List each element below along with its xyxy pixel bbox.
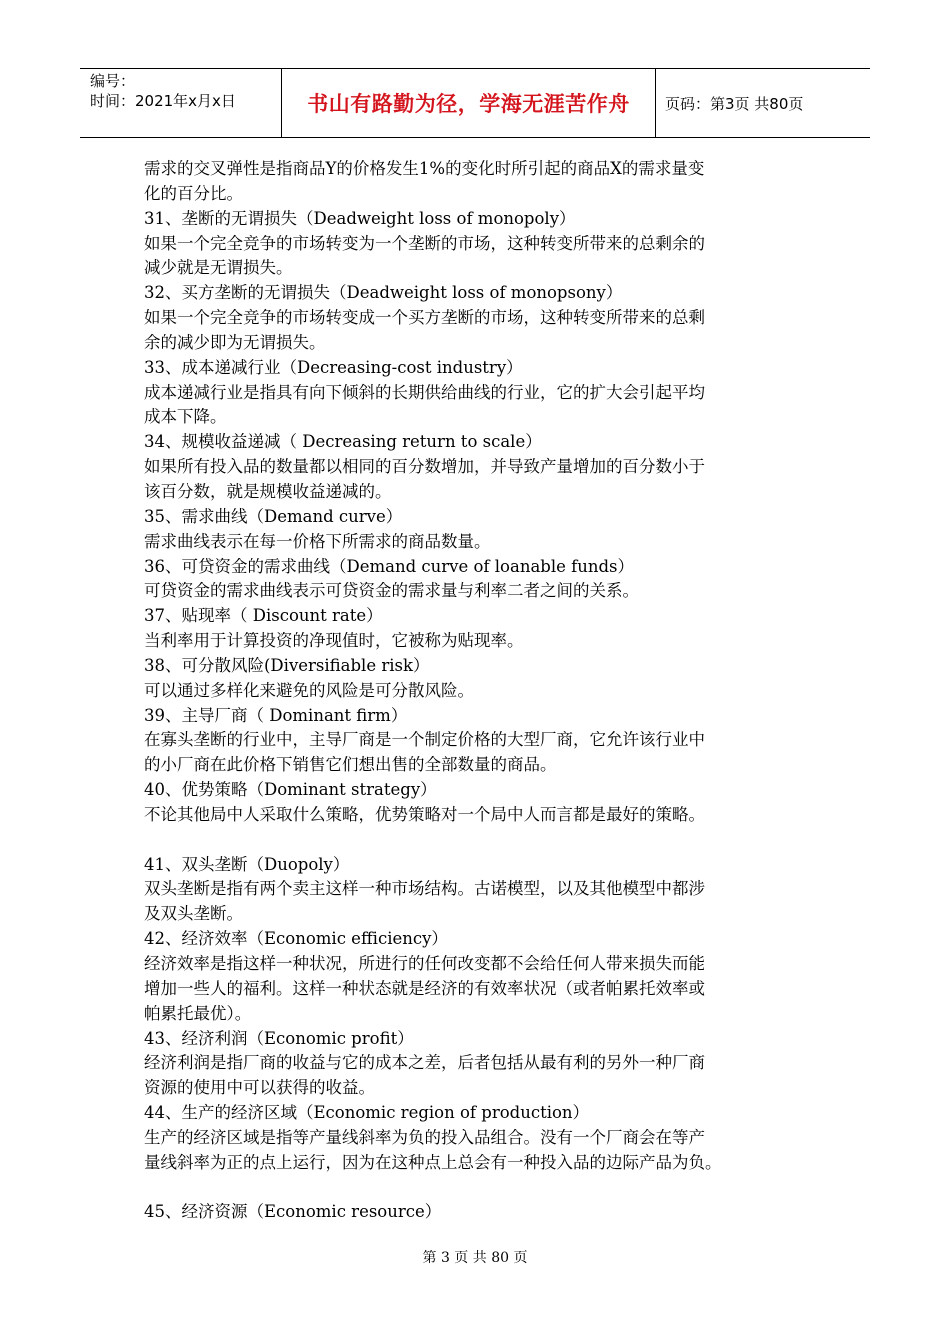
paragraph-spacer [144,1176,814,1201]
text-line: 成本下降。 [144,407,227,427]
text-line: 如果一个完全竞争的市场转变成一个买方垄断的市场，这种转变所带来的总剩 [144,308,705,328]
header-number-label: 编号： [90,72,136,90]
header-date-label: 时间：2021年x月x日 [90,92,236,110]
page-header [80,68,870,138]
term-heading: 41、双头垄断（Duopoly） [144,854,350,874]
page-footer [0,1247,950,1267]
text-line: 可贷资金的需求曲线表示可贷资金的需求量与利率二者之间的关系。 [144,581,639,601]
text-line: 当利率用于计算投资的净现值时，它被称为贴现率。 [144,631,524,651]
header-page-info-cell [655,69,870,137]
term-heading: 34、规模收益递减（ Decreasing return to scale） [144,432,542,452]
term-heading: 44、生产的经济区域（Economic region of production） [144,1103,590,1123]
paragraph-spacer [144,828,814,853]
document-body [144,157,814,1225]
footer-page-number: 第 3 页 共 80 页 [422,1250,528,1266]
header-page-info: 页码：第3页 共80页 [665,94,804,113]
text-line: 双头垄断是指有两个卖主这样一种市场结构。古诺模型，以及其他模型中都涉 [144,879,705,899]
text-line: 需求曲线表示在每一价格下所需求的商品数量。 [144,531,491,551]
text-line: 在寡头垄断的行业中，主导厂商是一个制定价格的大型厂商，它允许该行业中 [144,730,705,750]
term-heading: 40、优势策略（Dominant strategy） [144,780,437,800]
text-line: 及双头垄断。 [144,904,243,924]
text-line: 余的减少即为无谓损失。 [144,332,326,352]
term-heading: 31、垄断的无谓损失（Deadweight loss of monopoly） [144,208,576,228]
text-line: 化的百分比。 [144,183,243,203]
text-line: 帕累托最优）。 [144,1003,252,1023]
text-line: 减少就是无谓损失。 [144,258,293,278]
header-meta [80,69,281,137]
text-line: 该百分数，就是规模收益递减的。 [144,481,392,501]
header-motto-cell [281,69,656,137]
text-line: 的小厂商在此价格下销售它们想出售的全部数量的商品。 [144,755,557,775]
text-line: 如果所有投入品的数量都以相同的百分数增加，并导致产量增加的百分数小于 [144,457,705,477]
text-line: 需求的交叉弹性是指商品Y的价格发生1%的变化时所引起的商品X的需求量变 [144,159,705,178]
term-heading: 37、贴现率（ Discount rate） [144,606,383,626]
term-heading: 32、买方垄断的无谓损失（Deadweight loss of monopsony） [144,283,623,303]
text-line: 增加一些人的福利。这样一种状态就是经济的有效率状况（或者帕累托效率或 [144,978,705,998]
text-line: 经济效率是指这样一种状况，所进行的任何改变都不会给任何人带来损失而能 [144,954,705,973]
term-heading: 36、可贷资金的需求曲线（Demand curve of loanable funds） [144,556,635,576]
term-heading: 38、可分散风险(Diversifiable risk） [144,655,430,675]
text-line: 量线斜率为正的点上运行，因为在这种点上总会有一种投入品的边际产品为负。 [144,1152,722,1172]
text-line: 可以通过多样化来避免的风险是可分散风险。 [144,680,474,700]
text-line: 成本递减行业是指具有向下倾斜的长期供给曲线的行业，它的扩大会引起平均 [144,382,705,402]
term-heading: 42、经济效率（Economic efficiency） [144,929,448,949]
text-line: 经济利润是指厂商的收益与它的成本之差，后者包括从最有利的另外一种厂商 [144,1053,705,1073]
text-line: 不论其他局中人采取什么策略，优势策略对一个局中人而言都是最好的策略。 [144,804,705,824]
term-heading: 45、经济资源（Economic resource） [144,1202,442,1222]
term-heading: 39、主导厂商（ Dominant firm） [144,705,408,725]
term-heading: 35、需求曲线（Demand curve） [144,506,403,526]
term-heading: 33、成本递减行业（Decreasing-cost industry） [144,357,523,377]
term-heading: 43、经济利润（Economic profit） [144,1028,414,1048]
text-line: 生产的经济区域是指等产量线斜率为负的投入品组合。没有一个厂商会在等产 [144,1127,705,1147]
text-line: 资源的使用中可以获得的收益。 [144,1078,375,1098]
text-line: 如果一个完全竞争的市场转变为一个垄断的市场，这种转变所带来的总剩余的 [144,233,705,253]
header-motto: 书山有路勤为径，学海无涯苦作舟 [307,92,630,116]
